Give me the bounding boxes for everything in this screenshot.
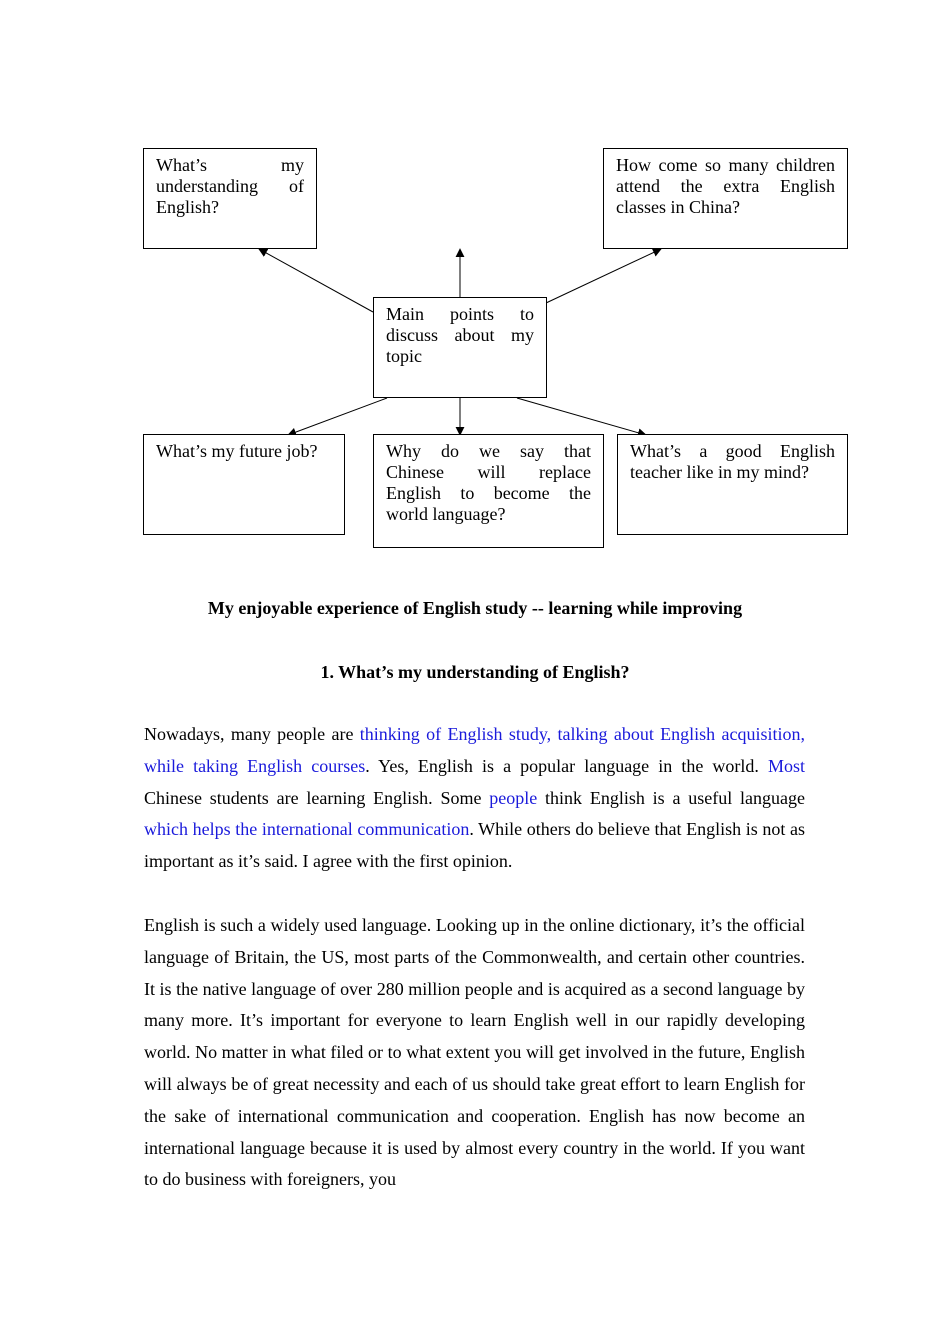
paragraph-1-text-e: . While others do believe that English is not as important as it’s said. I agree with the first opinion.: [144, 819, 806, 872]
box-top-left: [143, 148, 317, 249]
arrow-to-bottom-right: [517, 398, 646, 435]
paragraph-1-highlight-a: thinking of English study, talking about English acquisition, while taking English courses: [144, 724, 805, 776]
paragraph-1: [144, 719, 805, 878]
arrow-to-top-left: [259, 249, 373, 312]
paragraph-1-highlight-d: which helps the international communication: [144, 819, 470, 840]
box-bottom-middle-text: Why do we say that Chinese will replace English to become the world language?: [386, 441, 591, 524]
arrow-to-bottom-left: [288, 398, 387, 435]
paragraph-1-text-b: . Yes, English is a popular language in the world.: [365, 755, 768, 776]
section-heading: 1. What’s my understanding of English?: [320, 662, 630, 682]
box-bottom-left-text: What’s my future job?: [156, 441, 318, 461]
box-bottom-left: [143, 434, 345, 535]
paragraph-1-highlight-c: people: [489, 787, 538, 808]
box-bottom-middle: [373, 434, 604, 548]
document-title: My enjoyable experience of English study -- learning while improving: [207, 598, 743, 618]
paragraph-2: English is such a widely used language. Looking up in the online dictionary, it’s the official language of Britain, the US, most parts of the Commonwealth, and certain other countries. It is the native language of over 280 million people and is acquired as a second language by many more. It’s important for everyone to learn English well in our rapidly developing world. No matter in what filed or to what extent you will get involved in the future, English will always be of great necessity and each of us should take great effort to learn English for the sake of international communication and cooperation. English has now become an international language because it is used by almost every country in the world. If you want to do business with foreigners, you: [144, 915, 805, 1190]
box-top-right: [603, 148, 848, 249]
box-bottom-right-text: What’s a good English teacher like in my mind?: [630, 441, 835, 482]
box-bottom-right: [617, 434, 848, 535]
paragraph-1-text-d: think English is a useful language: [537, 787, 805, 808]
box-center-text: Main points to discuss about my topic: [386, 304, 534, 366]
paragraph-1-text-a: Nowadays, many people are: [144, 724, 360, 744]
paragraph-1-text-c: Chinese students are learning English. Some: [144, 787, 490, 808]
box-top-right-text: How come so many children attend the extra English classes in China?: [616, 155, 835, 217]
box-center: [373, 297, 547, 398]
box-top-left-text: What’s my understanding of English?: [156, 155, 304, 217]
arrow-to-top-right: [546, 249, 661, 303]
paragraph-1-highlight-b: Most: [767, 755, 805, 776]
